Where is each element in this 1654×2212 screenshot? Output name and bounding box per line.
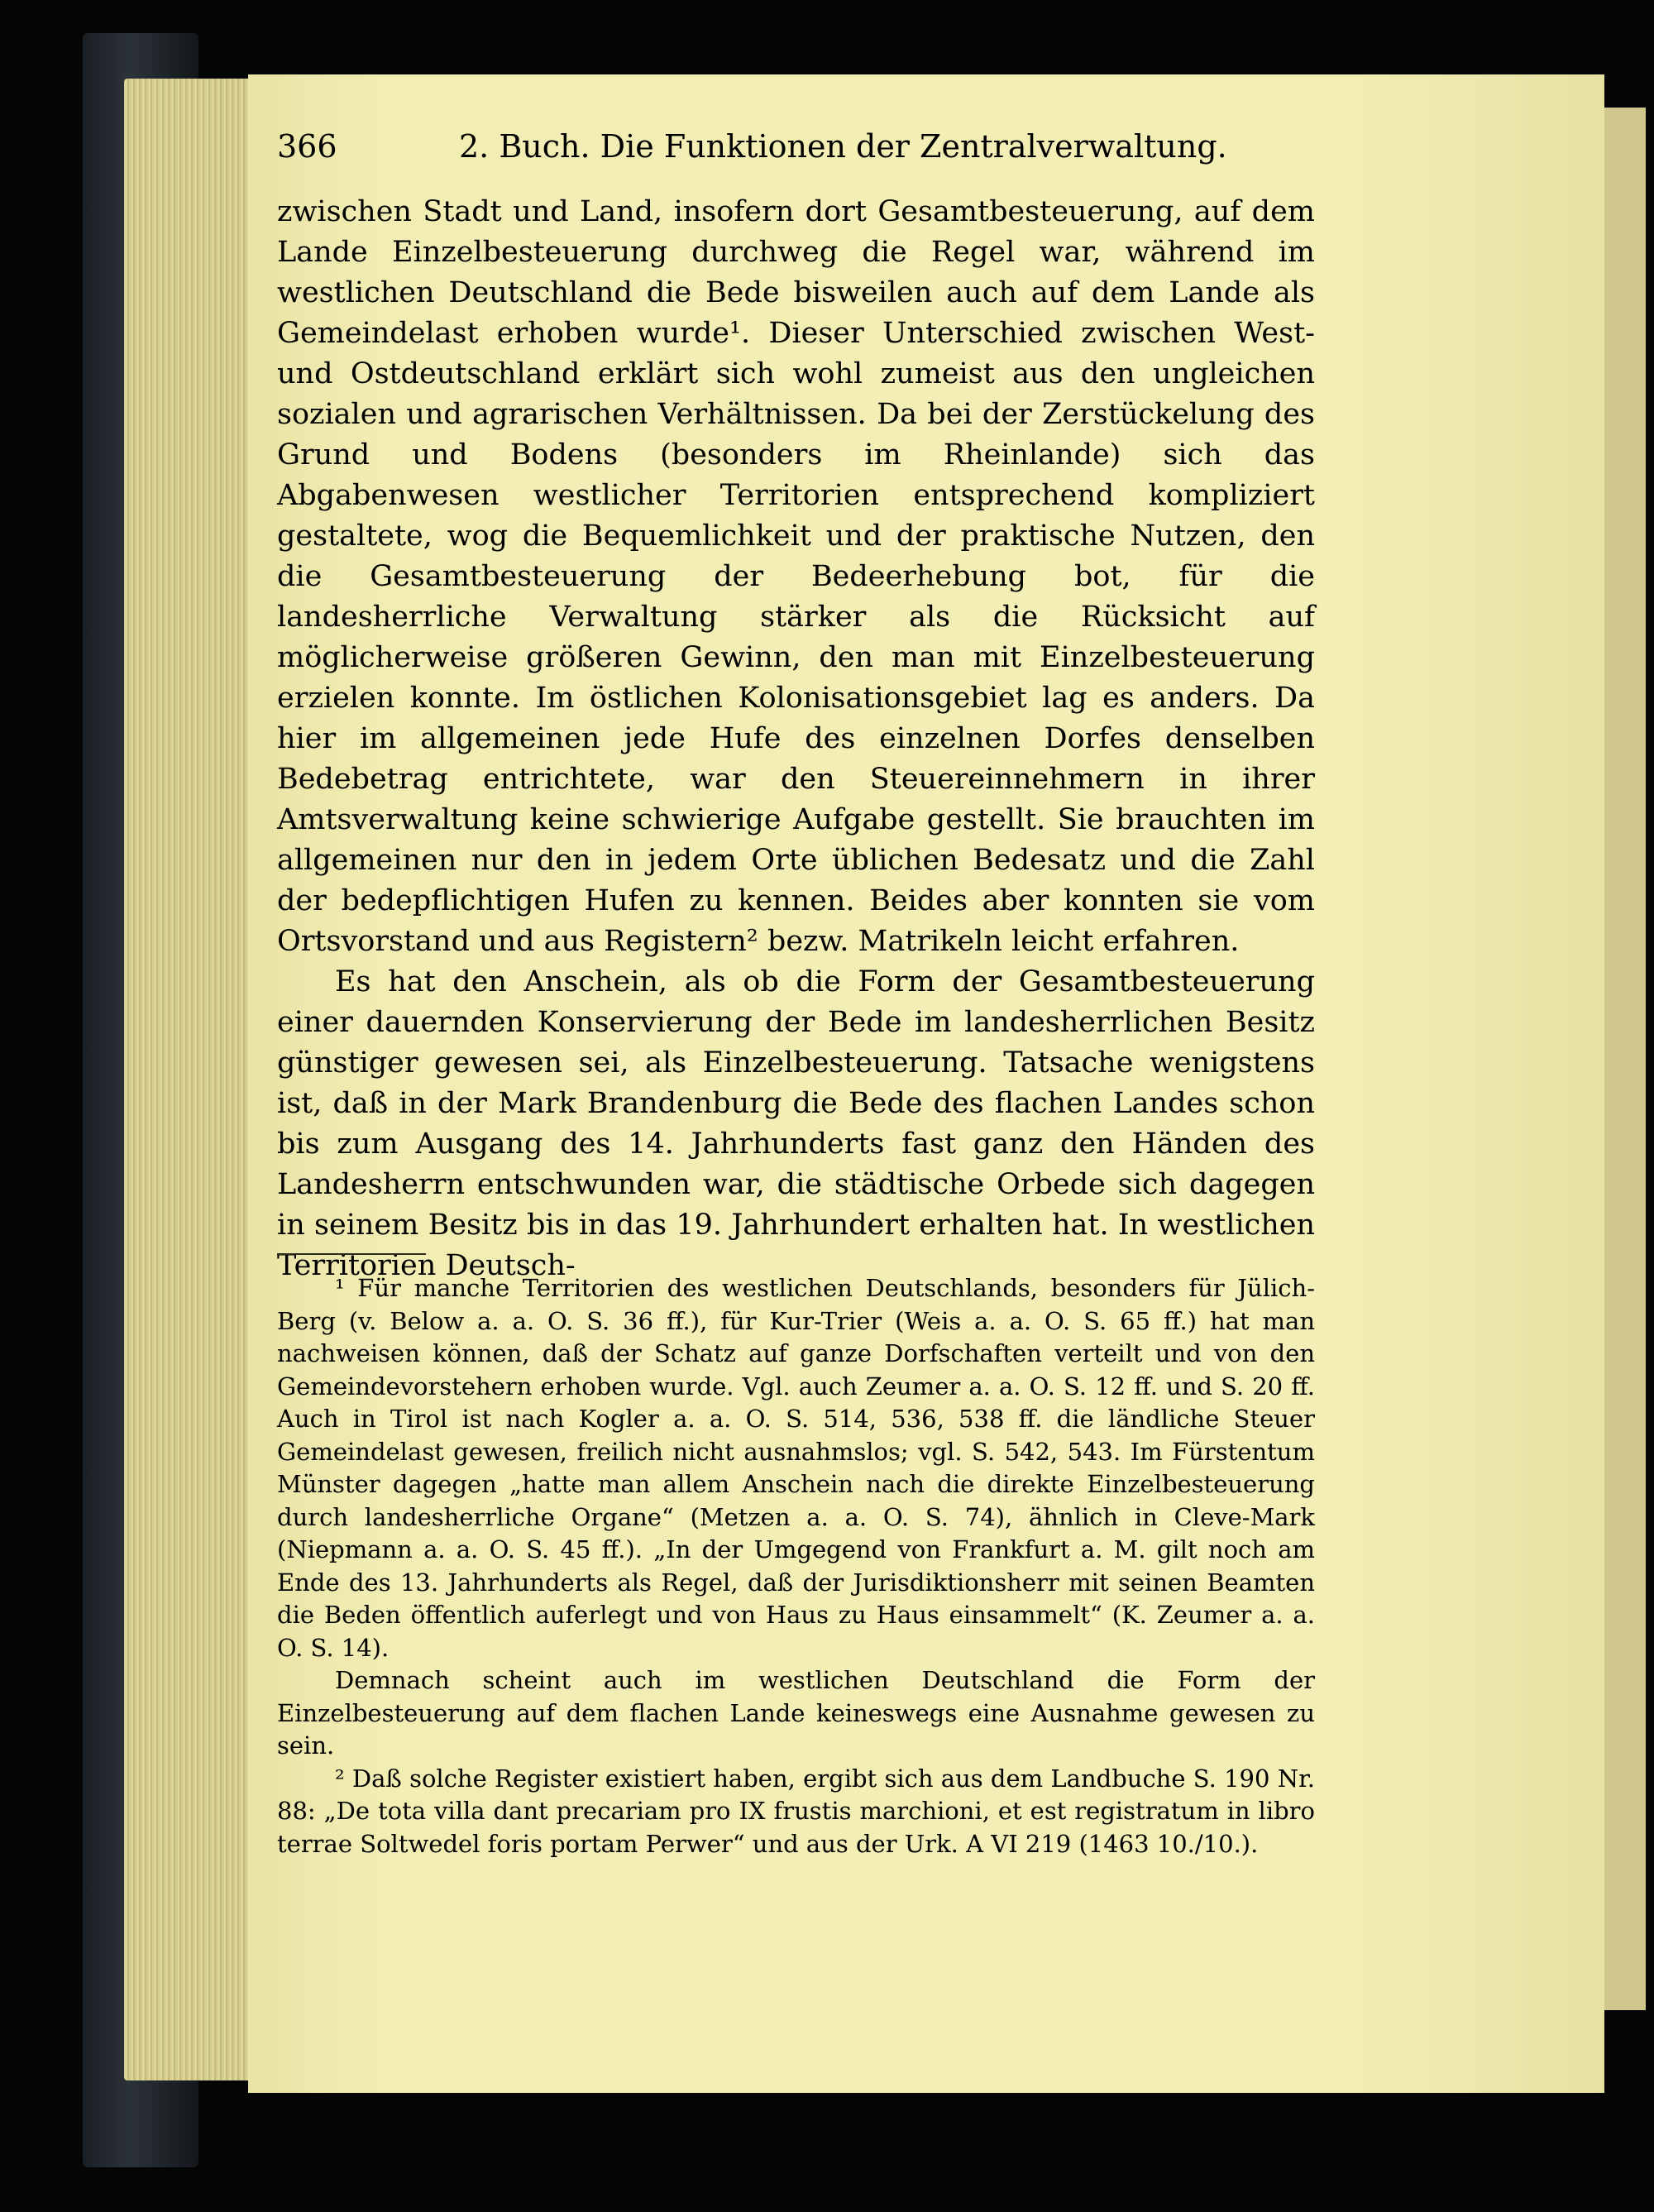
page-number: 366 bbox=[277, 128, 337, 165]
footnote: ¹ Für manche Territorien des westlichen Deutschlands, besonders für Jülich-Berg (v. Below a. a. O. S. 36 ff.), für Kur-Trier (Weis a. a. O. S. 65 ff.) hat man nachweisen können, daß der Schatz auf ganze Dorfschaften verteilt und von den Gemeindevorstehern erhoben wurde. Vgl. auch Zeumer a. a. O. S. 12 ff. und S. 20 ff. Auch in Tirol ist nach Kogler a. a. O. S. 514, 536, 538 ff. die ländliche Steuer Gemeindelast gewesen, freilich nicht ausnahmslos; vgl. S. 542, 543. Im Fürstentum Münster dagegen „hatte man allem Anschein nach die direkte Einzelbesteuerung durch landesherrliche Organe“ (Metzen a. a. O. S. 74), ähnlich in Cleve-Mark (Niepmann a. a. O. S. 45 ff.). „In der Umgegend von Frankfurt a. M. gilt noch am Ende des 13. Jahrhunderts als Regel, daß der Jurisdiktionsherr mit seinen Beamten die Beden öffentlich auferlegt und von Haus zu Haus einsammelt“ (K. Zeumer a. a. O. S. 14). bbox=[277, 1274, 1315, 1662]
footnote-separator bbox=[277, 1253, 426, 1255]
page-header bbox=[277, 128, 1315, 186]
body-paragraph: Es hat den Anschein, als ob die Form der Gesamtbesteuerung einer dauernden Konservierung der Bede im landesherrlichen Besitz günstiger gewesen sei, als Einzelbesteuerung. Tatsache wenigstens ist, daß in der Mark Brandenburg die Bede des flachen Landes schon bis zum Ausgang des 14. Jahrhunderts fast ganz den Händen des Landesherrn entschwunden war, die städtische Orbede sich dagegen in seinem Besitz bis in das 19. Jahrhundert erhalten hat. In westlichen Territorien Deutsch- bbox=[277, 965, 1315, 1282]
footnote: ² Daß solche Register existiert haben, ergibt sich aus dem Landbuche S. 190 Nr. 88: „De tota villa dant precariam pro IX frustis marchioni, et est registratum in libro terrae Soltwedel foris portam Perwer“ und aus der Urk. A VI 219 (1463 10./10.). bbox=[277, 1764, 1315, 1858]
body-paragraph: zwischen Stadt und Land, insofern dort Gesamtbesteuerung, auf dem Lande Einzelbesteuerung durchweg die Regel war, während im westlichen Deutschland die Bede bisweilen auch auf dem Lande als Gemeindelast erhoben wurde¹. Dieser Unterschied zwischen West- und Ostdeutschland erklärt sich wohl zumeist aus den ungleichen sozialen und agrarischen Verhältnissen. Da bei der Zerstückelung des Grund und Bodens (besonders im Rheinlande) sich das Abgabenwesen westlicher Territorien entsprechend kompliziert gestaltete, wog die Bequemlichkeit und der praktische Nutzen, den die Gesamtbesteuerung der Bedeerhebung bot, für die landesherrliche Verwaltung stärker als die Rücksicht auf möglicherweise größeren Gewinn, den man mit Einzelbesteuerung erzielen konnte. Im östlichen Kolonisationsgebiet lag es anders. Da hier im allgemeinen jede Hufe des einzelnen Dorfes denselben Bedebetrag entrichtete, war den Steuereinnehmern in ihrer Amtsverwaltung keine schwierige Aufgabe gestellt. Sie brauchten im allgemeinen nur den in jedem Orte üblichen Bedesatz und die Zahl der bedepflichtigen Hufen zu kennen. Beides aber konnten sie vom Ortsvorstand und aus Registern² bezw. Matrikeln leicht erfahren. bbox=[277, 195, 1315, 958]
footnotes bbox=[277, 1272, 1315, 1860]
main-text bbox=[277, 192, 1315, 1286]
footnote-continuation: Demnach scheint auch im westlichen Deutschland die Form der Einzelbesteuerung auf dem flachen Lande keineswegs eine Ausnahme gewesen zu sein. bbox=[277, 1666, 1315, 1760]
facing-page-edge bbox=[1604, 108, 1646, 2010]
running-title: 2. Buch. Die Funktionen der Zentralverwaltung. bbox=[459, 128, 1227, 165]
